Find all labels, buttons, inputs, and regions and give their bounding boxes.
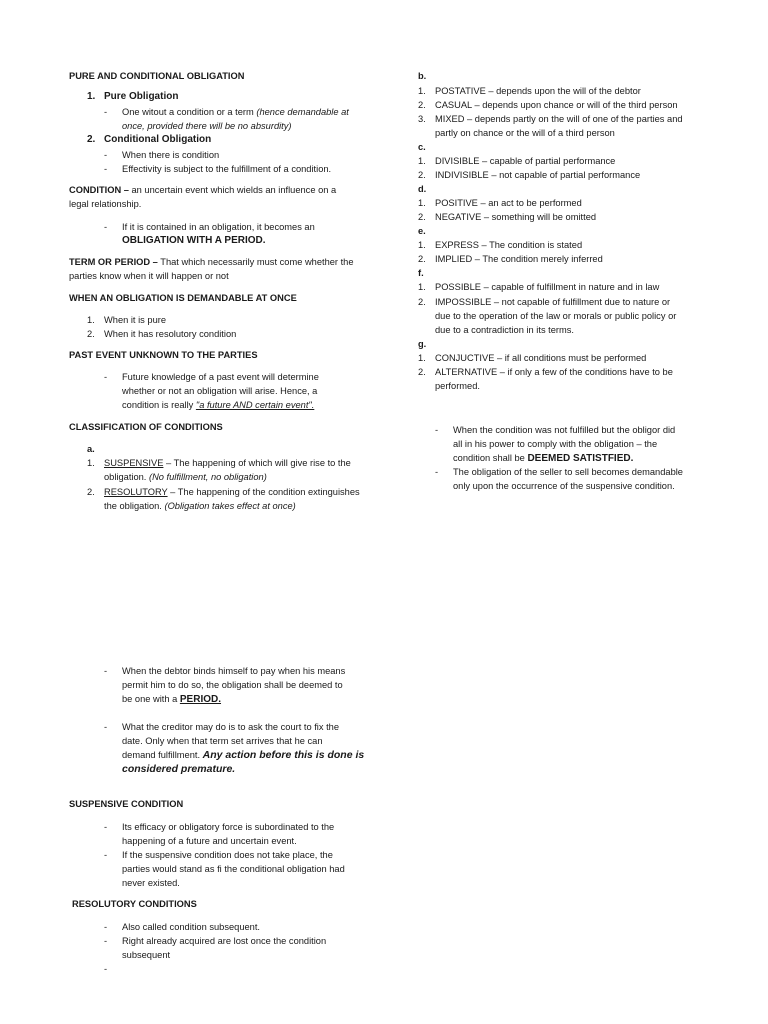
c-item-2: 2. INDIVISIBLE – not capable of partial performance bbox=[418, 170, 641, 180]
g-item-2: 2. ALTERNATIVE – if only a few of the conditions have to be bbox=[418, 367, 673, 377]
demandable-item-2: 2. When it has resolutory condition bbox=[87, 329, 237, 339]
f-item-2-cont-1: due to the operation of the law or morals or public policy or bbox=[435, 311, 677, 321]
term-definition-cont: parties know when it will happen or not bbox=[69, 271, 229, 281]
condition-definition: CONDITION – an uncertain event which wields an influence on a bbox=[69, 185, 337, 195]
suspensive-item-cont: obligation. (No fulfillment, no obligation) bbox=[104, 472, 267, 482]
term-definition: TERM OR PERIOD – That which necessarily must come whether the bbox=[69, 257, 354, 267]
classification-e-label: e. bbox=[418, 226, 426, 236]
pure-obligation-bullet: - One witout a condition or a term (hence demandable at bbox=[104, 107, 349, 117]
b-item-3-cont: partly on chance or the will of a third person bbox=[435, 128, 615, 138]
conditional-obligation-heading: 2. Conditional Obligation bbox=[87, 134, 212, 145]
classification-c-label: c. bbox=[418, 142, 426, 152]
suspensive-bullet-2-cont-1: parties would stand as fi the conditional obligation had bbox=[122, 864, 345, 874]
classification-b-label: b. bbox=[418, 71, 427, 81]
section-title-demandable: WHEN AN OBLIGATION IS DEMANDABLE AT ONCE bbox=[69, 293, 297, 303]
past-event-bullet-cont-1: whether or not an obligation will arise. Hence, a bbox=[122, 386, 318, 396]
d-item-2: 2. NEGATIVE – something will be omitted bbox=[418, 212, 597, 222]
debtor-bullet-cont-2: be one with a PERIOD. bbox=[122, 694, 222, 705]
resolutory-bullet-1: - Also called condition subsequent. bbox=[104, 922, 260, 932]
suspensive-item: 1. SUSPENSIVE – The happening of which will give rise to the bbox=[87, 458, 351, 468]
g-item-2-cont: performed. bbox=[435, 381, 480, 391]
section-title-resolutory: RESOLUTORY CONDITIONS bbox=[72, 899, 197, 909]
suspensive-bullet-1: - Its efficacy or obligatory force is subordinated to the bbox=[104, 822, 335, 832]
resolutory-item-cont: the obligation. (Obligation takes effect at once) bbox=[104, 501, 296, 511]
condition-definition-cont: legal relationship. bbox=[69, 199, 142, 209]
debtor-bullet: - When the debtor binds himself to pay when his means bbox=[104, 666, 346, 676]
b-item-3: 3. MIXED – depends partly on the will of one of the parties and bbox=[418, 114, 683, 124]
resolutory-bullet-2: - Right already acquired are lost once the condition bbox=[104, 936, 327, 946]
section-title-pure-conditional: PURE AND CONDITIONAL OBLIGATION bbox=[69, 71, 245, 81]
pure-obligation-heading: 1. Pure Obligation bbox=[87, 91, 179, 102]
creditor-bullet-cont-1: date. Only when that term set arrives that he can bbox=[122, 736, 323, 746]
b-item-2: 2. CASUAL – depends upon chance or will of the third person bbox=[418, 100, 678, 110]
resolutory-item: 2. RESOLUTORY – The happening of the condition extinguishes bbox=[87, 487, 360, 497]
suspensive-bullet-2: - If the suspensive condition does not take place, the bbox=[104, 850, 333, 860]
past-event-bullet: - Future knowledge of a past event will determine bbox=[104, 372, 319, 382]
creditor-bullet-cont-2: demand fulfillment. Any action before this is done is bbox=[122, 749, 365, 761]
classification-d-label: d. bbox=[418, 184, 427, 194]
classification-g-label: g. bbox=[418, 339, 427, 349]
classification-f-label: f. bbox=[418, 268, 424, 278]
resolutory-bullet-2-cont: subsequent bbox=[122, 950, 171, 960]
e-item-1: 1. EXPRESS – The condition is stated bbox=[418, 240, 583, 250]
debtor-bullet-cont-1: permit him to do so, the obligation shall be deemed to bbox=[122, 680, 343, 690]
suspensive-bullet-1-cont: happening of a future and uncertain event. bbox=[122, 836, 297, 846]
creditor-bullet-cont-3: considered premature. bbox=[122, 763, 236, 775]
resolutory-bullet-3: - bbox=[104, 964, 108, 974]
c-item-1: 1. DIVISIBLE – capable of partial performance bbox=[418, 156, 616, 166]
conditional-bullet-1: - When there is condition bbox=[104, 150, 220, 160]
note-bullet-2: - The obligation of the seller to sell becomes demandable bbox=[435, 467, 683, 477]
condition-bullet: - If it is contained in an obligation, it becomes an bbox=[104, 222, 315, 232]
note-bullet-1-cont-1: all in his power to comply with the obligation – the bbox=[453, 439, 658, 449]
conditional-bullet-2: - Effectivity is subject to the fulfillment of a condition. bbox=[104, 164, 332, 174]
note-bullet-1-cont-2: condition shall be DEEMED SATISTFIED. bbox=[453, 453, 634, 464]
section-title-suspensive: SUSPENSIVE CONDITION bbox=[69, 799, 184, 809]
classification-a-label: a. bbox=[87, 444, 95, 454]
suspensive-bullet-2-cont-2: never existed. bbox=[122, 878, 180, 888]
f-item-2: 2. IMPOSSIBLE – not capable of fulfillment due to nature or bbox=[418, 297, 671, 307]
f-item-1: 1. POSSIBLE – capable of fulfillment in nature and in law bbox=[418, 282, 660, 292]
note-bullet-1: - When the condition was not fulfilled but the obligor did bbox=[435, 425, 676, 435]
d-item-1: 1. POSITIVE – an act to be performed bbox=[418, 198, 582, 208]
obligation-with-period: OBLIGATION WITH A PERIOD. bbox=[122, 235, 266, 246]
section-title-past-event: PAST EVENT UNKNOWN TO THE PARTIES bbox=[69, 350, 258, 360]
f-item-2-cont-2: due to a contradiction in its terms. bbox=[435, 325, 575, 335]
note-bullet-2-cont: only upon the occurrence of the suspensive condition. bbox=[453, 481, 675, 491]
past-event-bullet-cont-2: condition is really "a future AND certain event". bbox=[122, 400, 315, 410]
e-item-2: 2. IMPLIED – The condition merely inferred bbox=[418, 254, 603, 264]
g-item-1: 1. CONJUCTIVE – if all conditions must be performed bbox=[418, 353, 647, 363]
pure-obligation-bullet-cont: once, provided there will be no absurdity) bbox=[122, 121, 292, 131]
creditor-bullet: - What the creditor may do is to ask the court to fix the bbox=[104, 722, 340, 732]
b-item-1: 1. POSTATIVE – depends upon the will of the debtor bbox=[418, 86, 641, 96]
demandable-item-1: 1. When it is pure bbox=[87, 315, 167, 325]
section-title-classification: CLASSIFICATION OF CONDITIONS bbox=[69, 422, 223, 432]
